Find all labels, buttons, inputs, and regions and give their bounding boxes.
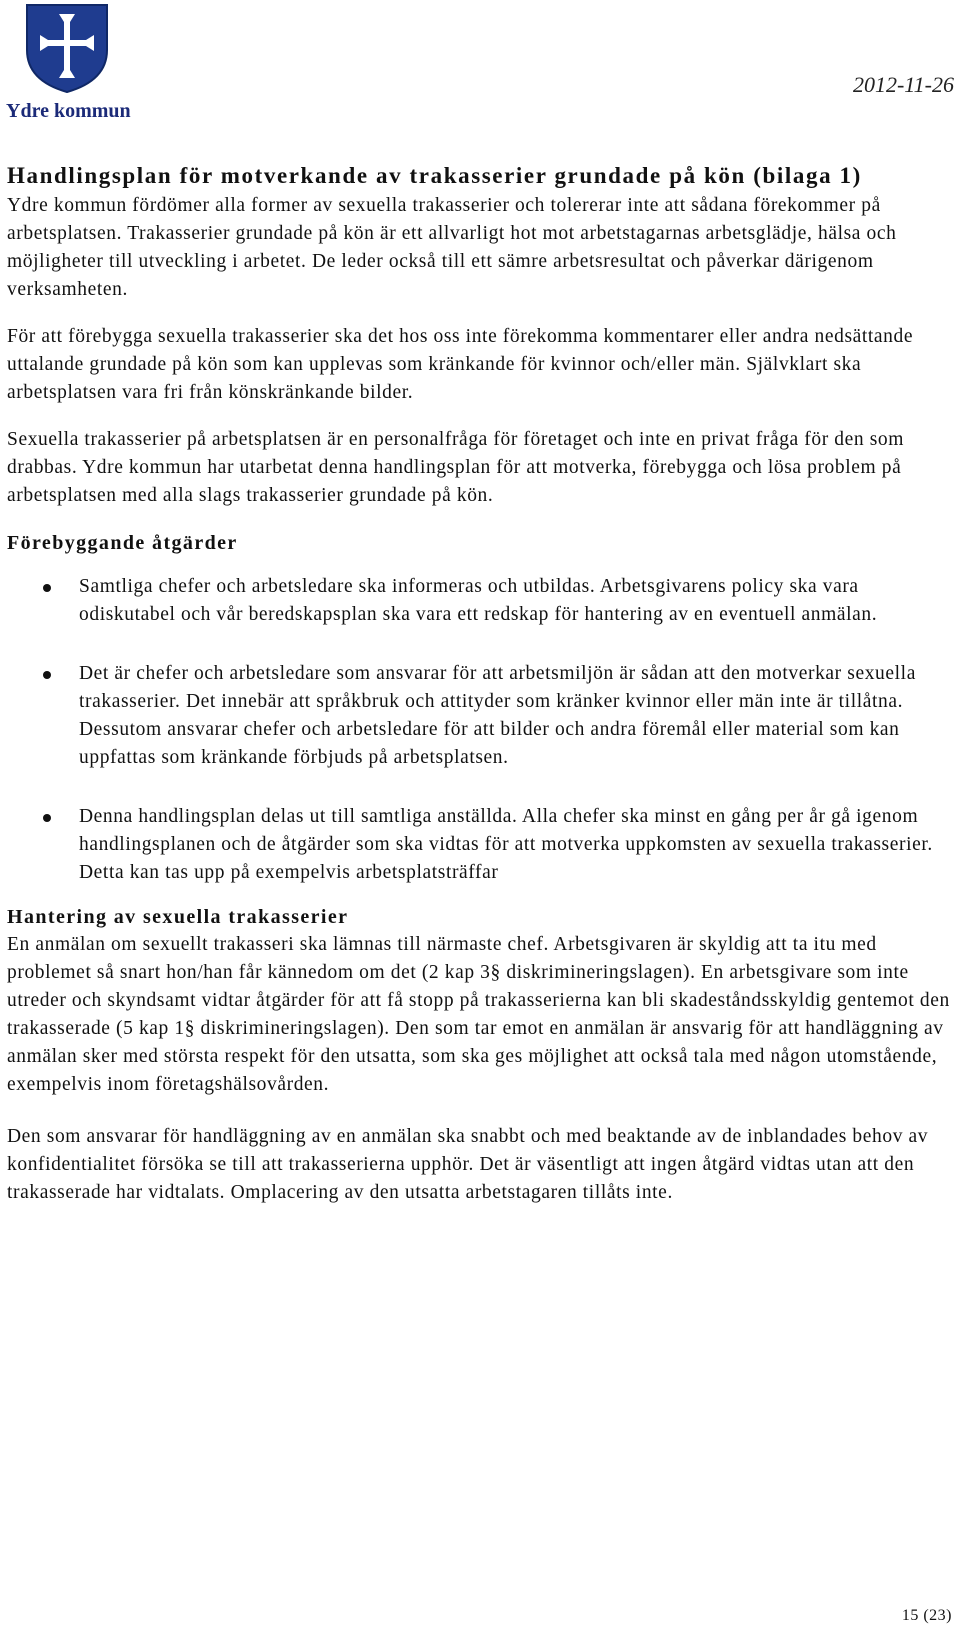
org-name: Ydre kommun bbox=[6, 100, 131, 122]
page-number: 15 (23) bbox=[901, 1607, 952, 1624]
handling-paragraph-1: En anmälan om sexuellt trakasseri ska lämnas till närmaste chef. Arbetsgivaren är skyldig att ta itu med problemet så snart hon/han får kännedom om det (2 kap 3§ diskrimineringslagen). En arbetsgivare som inte utreder och skyndsamt vidtar åtgärder för att få stopp på trakasserierna kan bli skadeståndsskyldig gentemot den trakasserade (5 kap 1§ diskrimineringslagen). Den som tar emot en anmälan är ansvarig för att handläggning av anmälan sker med största respekt för den utsatta, som ska ges möjlighet att också tala med någon utomstående, exempelvis inom företagshälsovården. bbox=[7, 934, 950, 1095]
list-item-text: Denna handlingsplan delas ut till samtliga anställda. Alla chefer ska minst en gång per år gå igenom handlingsplanen och de åtgärder som ska vidtas för att motverka uppkomsten av sexuella trakasserier. Detta kan tas upp på exempelvis arbetsplatsträffar bbox=[79, 806, 933, 883]
list-item-text: Det är chefer och arbetsledare som ansvarar för att arbetsmiljön är sådan att den motverkar sexuella trakasserier. Det innebär att språkbruk och attityder som kränker kvinnor eller män inte är tillåtna. Dessutom ansvarar chefer och arbetsledare för att bilder och andra föremål eller material som kan uppfattas som kränkande förbjuds på arbetsplatsen. bbox=[79, 663, 916, 768]
list-item bbox=[7, 660, 957, 772]
bullet-icon bbox=[43, 584, 51, 592]
page-header bbox=[0, 0, 960, 130]
handling-paragraph-2: Den som ansvarar för handläggning av en anmälan ska snabbt och med beaktande av de inblandades behov av konfidentialitet försöka se till att trakasserierna upphör. Det är väsentligt att ingen åtgärd vidtas utan att den trakasserade har vidtalats. Omplacering av den utsatta arbetstagaren tillåts inte. bbox=[7, 1126, 929, 1203]
preventive-heading: Förebyggande åtgärder bbox=[7, 532, 238, 554]
preventive-list bbox=[7, 573, 957, 887]
intro-paragraph-1: Ydre kommun fördömer alla former av sexuella trakasserier och tolererar inte att sådana förekommer på arbetsplatsen. Trakasserier grundade på kön är ett allvarligt hot mot arbetstagarnas arbetsglädje, hälsa och möjligheter till utveckling i arbetet. De leder också till ett sämre arbetsresultat och påverkar därigenom verksamheten. bbox=[7, 195, 897, 300]
handling-heading: Hantering av sexuella trakasserier bbox=[7, 906, 349, 928]
list-item bbox=[7, 573, 957, 629]
document-title: Handlingsplan för motverkande av trakasserier grundade på kön (bilaga 1) bbox=[7, 163, 862, 188]
intro-paragraph-3: Sexuella trakasserier på arbetsplatsen är en personalfråga för företaget och inte en privat fråga för den som drabbas. Ydre kommun har utarbetat denna handlingsplan för att motverka, förebygga och lösa problem på arbetsplatsen med alla slags trakasserier grundade på kön. bbox=[7, 429, 905, 506]
list-item bbox=[7, 803, 957, 887]
coat-of-arms-cross-icon bbox=[24, 2, 110, 94]
document-date: 2012-11-26 bbox=[852, 72, 954, 97]
bullet-icon bbox=[43, 814, 51, 822]
bullet-icon bbox=[43, 671, 51, 679]
document-body bbox=[7, 160, 957, 1207]
intro-paragraph-2: För att förebygga sexuella trakasserier ska det hos oss inte förekomma kommentarer eller andra nedsättande uttalande grundade på kön som kan upplevas som kränkande för kvinnor och/eller män. Självklart ska arbetsplatsen vara fri från könskränkande bilder. bbox=[7, 326, 914, 403]
list-item-text: Samtliga chefer och arbetsledare ska informeras och utbildas. Arbetsgivarens policy ska vara odiskutabel och vår beredskapsplan ska vara ett redskap för hantering av en eventuell anmälan. bbox=[79, 576, 878, 625]
